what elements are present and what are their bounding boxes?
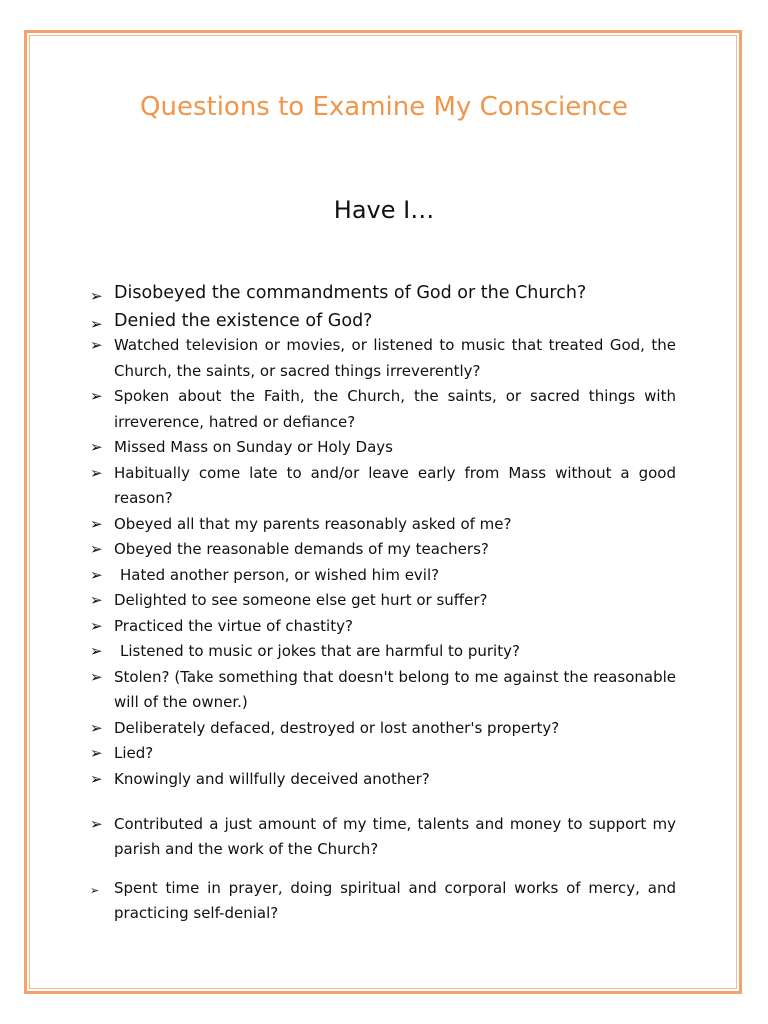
list-item (90, 876, 676, 926)
list-item-text: Knowingly and willfully deceived another? (114, 769, 430, 788)
list-item (90, 279, 676, 307)
list-item (90, 588, 676, 614)
list-item (90, 767, 676, 793)
list-item-text: Lied? (114, 744, 154, 762)
list-item (90, 812, 676, 862)
arrow-bullet-icon: ➢ (90, 540, 103, 558)
list-item (90, 716, 676, 742)
question-list-final (90, 876, 676, 926)
question-list (90, 333, 676, 792)
arrow-bullet-icon: ➢ (90, 815, 103, 833)
list-item-text: Obeyed the reasonable demands of my teachers? (114, 540, 489, 558)
arrow-bullet-icon: ➢ (90, 616, 103, 635)
list-item (90, 537, 676, 563)
list-item-text: Missed Mass on Sunday or Holy Days (114, 438, 393, 456)
list-item (90, 333, 676, 384)
list-item (90, 639, 676, 665)
arrow-bullet-icon: ➢ (90, 591, 103, 609)
list-item-text: Spoken about the Faith, the Church, the saints, or sacred things with irreverence, hatred or defiance? (114, 387, 676, 431)
arrow-bullet-icon: ➢ (90, 769, 103, 788)
arrow-bullet-icon: ➢ (90, 744, 103, 762)
question-list-large (90, 279, 676, 335)
list-item (90, 563, 676, 589)
arrow-bullet-icon: ➢ (90, 514, 103, 533)
arrow-bullet-icon: ➢ (90, 884, 100, 897)
list-item (90, 741, 676, 767)
list-item-text: Obeyed all that my parents reasonably asked of me? (114, 514, 512, 533)
list-item-text: Deliberately defaced, destroyed or lost another's property? (114, 718, 560, 737)
arrow-bullet-icon: ➢ (90, 438, 103, 456)
arrow-bullet-icon: ➢ (90, 336, 103, 354)
list-item-text: Habitually come late to and/or leave early from Mass without a good reason? (114, 463, 676, 507)
list-item-text: Stolen? (Take something that doesn't belong to me against the reasonable will of the owner.) (114, 667, 676, 711)
document-subtitle: Have I… (333, 196, 435, 224)
list-item-text: Spent time in prayer, doing spiritual and corporal works of mercy, and practicing self-denial? (114, 879, 676, 922)
list-item-text: Disobeyed the commandments of God or the Church? (114, 283, 587, 303)
list-item-text: Listened to music or jokes that are harmful to purity? (120, 642, 520, 660)
arrow-bullet-icon: ➢ (90, 667, 103, 686)
list-item-text: Denied the existence of God? (114, 311, 373, 331)
list-item-text: Contributed a just amount of my time, talents and money to support my parish and the work of the Church? (114, 815, 676, 858)
arrow-bullet-icon: ➢ (90, 287, 103, 305)
list-item (90, 307, 676, 335)
list-item (90, 435, 676, 461)
arrow-bullet-icon: ➢ (90, 463, 103, 482)
arrow-bullet-icon: ➢ (90, 642, 103, 660)
list-item (90, 512, 676, 538)
arrow-bullet-icon: ➢ (90, 718, 103, 737)
question-list-extra (90, 812, 676, 862)
list-item-text: Watched television or movies, or listened to music that treated God, the Church, the saints, or sacred things irreverently? (114, 336, 676, 380)
list-item-text: Practiced the virtue of chastity? (114, 616, 353, 635)
arrow-bullet-icon: ➢ (90, 315, 103, 333)
list-item (90, 665, 676, 716)
list-item-text: Delighted to see someone else get hurt or suffer? (114, 591, 488, 609)
list-item (90, 384, 676, 435)
arrow-bullet-icon: ➢ (90, 387, 103, 405)
list-item-text: Hated another person, or wished him evil? (120, 565, 440, 584)
list-item (90, 614, 676, 640)
list-item (90, 461, 676, 512)
document-title: Questions to Examine My Conscience (140, 92, 628, 122)
arrow-bullet-icon: ➢ (90, 565, 103, 584)
